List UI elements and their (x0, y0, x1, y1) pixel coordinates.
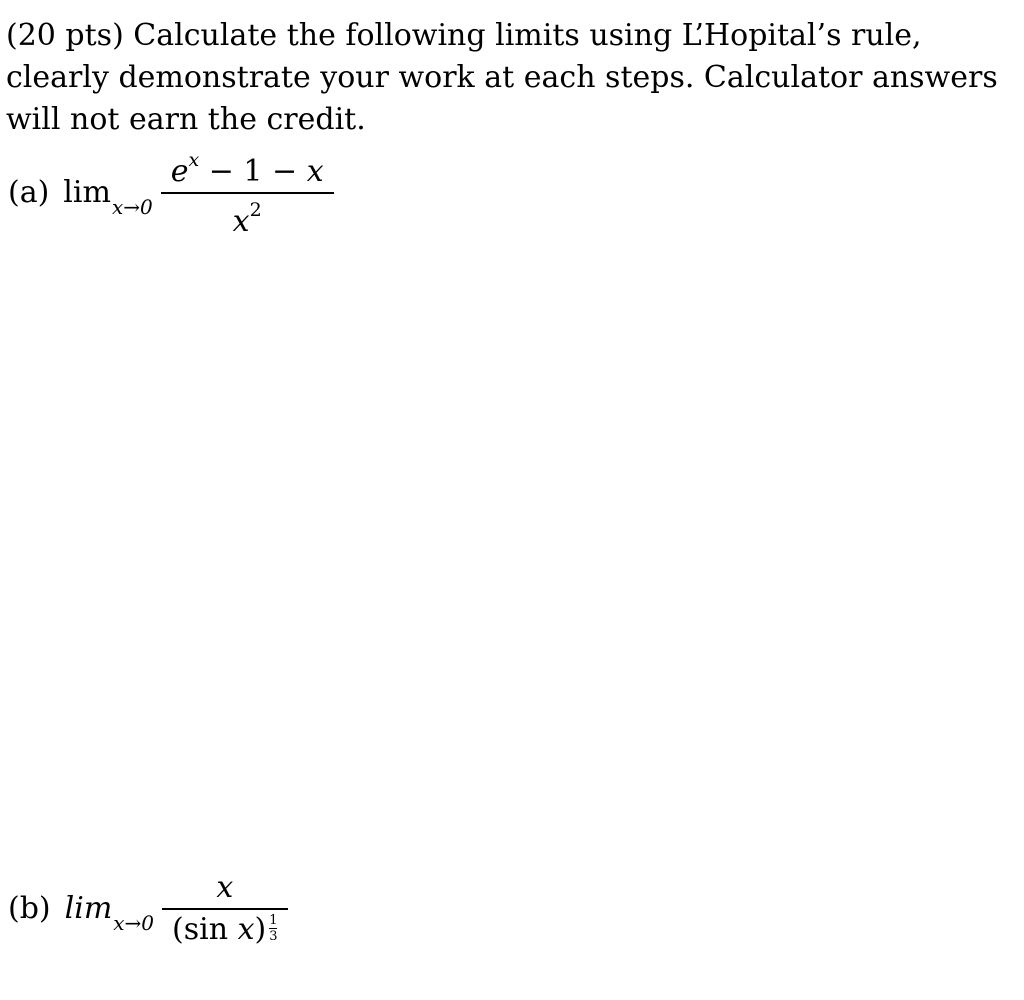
sin-arg: x (237, 911, 255, 947)
denominator-b (162, 912, 287, 948)
numerator-rest: − 1 − (199, 154, 307, 189)
fraction-b (162, 870, 287, 948)
numerator-b: x (216, 870, 234, 905)
numerator-a (161, 146, 334, 190)
limit-subscript: x→0 (113, 911, 155, 936)
problem-statement: (20 pts) Calculate the following limits using L’Hopital’s rule, clearly demonstrate your work at each steps. Calculator answers will not earn the credit. (6, 18, 998, 137)
problem-a-label: (a) (8, 175, 50, 211)
e-exponent: x (188, 149, 200, 171)
sin-close: ) (254, 911, 267, 947)
fraction-a (161, 146, 334, 240)
limit-operator (63, 175, 153, 220)
numerator-x: x (306, 154, 324, 189)
lim-text: lim (63, 175, 111, 211)
problem-b-label: (b) (8, 891, 51, 927)
e-base: e (170, 154, 189, 189)
limit-subscript: x→0 (111, 195, 153, 220)
fraction-bar (161, 192, 334, 194)
problem-b (8, 870, 288, 948)
denominator-a (223, 196, 272, 240)
exponent-numerator: 1 (269, 912, 278, 928)
exponent-denominator: 3 (269, 928, 278, 944)
problem-a (8, 146, 334, 240)
limit-operator (64, 891, 155, 936)
exponent-fraction (269, 914, 277, 943)
fraction-bar (162, 908, 287, 910)
lim-text: lim (64, 891, 113, 927)
sin-open: (sin (172, 911, 238, 947)
denominator-base: x (232, 203, 250, 239)
denominator-exponent: 2 (249, 198, 262, 221)
